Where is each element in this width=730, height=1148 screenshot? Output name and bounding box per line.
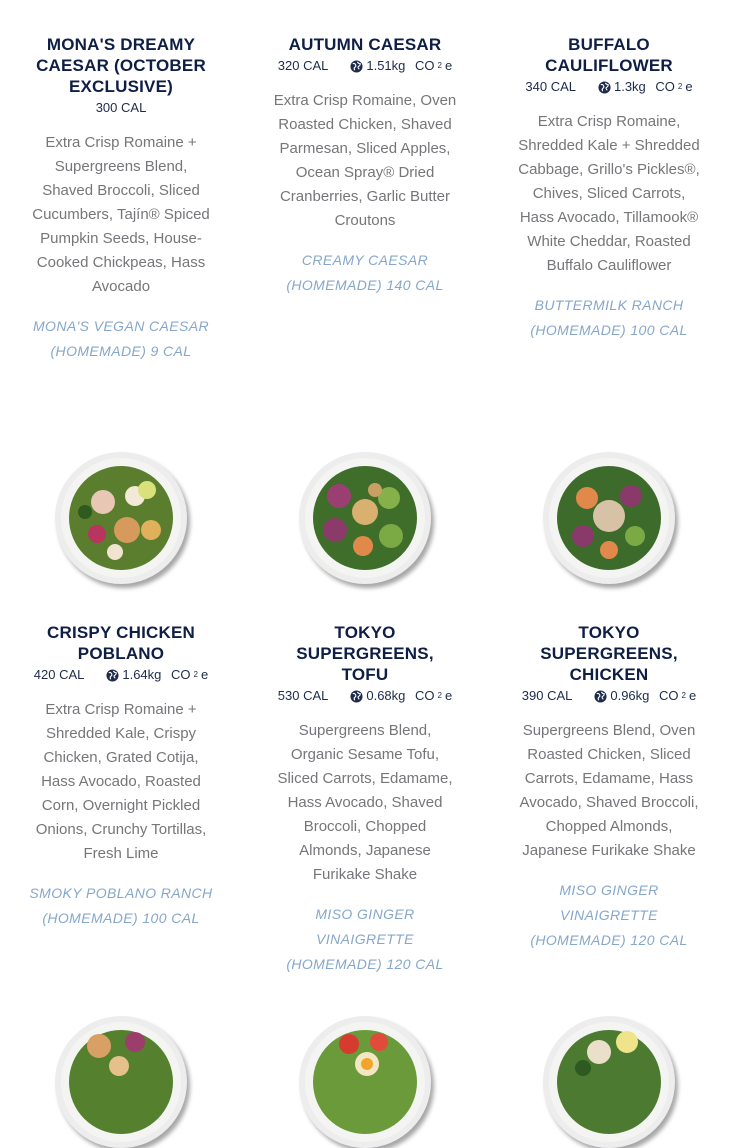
item-meta: [509, 687, 709, 705]
menu-card[interactable]: [509, 34, 709, 343]
calories: 420 CAL: [33, 667, 85, 682]
dressing: MISO GINGER VINAIGRETTE (HOMEMADE) 120 CAL: [530, 882, 688, 948]
dressing: CREAMY CAESAR (HOMEMADE) 140 CAL: [286, 252, 444, 293]
co2-footprint: 1.51kg CO 2 e: [350, 57, 452, 75]
item-name: MONA'S DREAMY CAESAR (OCTOBER EXCLUSIVE): [36, 35, 206, 96]
item-meta: [21, 666, 221, 684]
salad-bowl-icon[interactable]: [299, 1016, 431, 1148]
calories: 340 CAL: [525, 79, 576, 94]
menu-card[interactable]: [265, 622, 465, 977]
salad-bowl-icon[interactable]: [55, 452, 187, 584]
salad-bowl-icon[interactable]: [55, 1016, 187, 1148]
salad-bowl-icon[interactable]: [543, 1016, 675, 1148]
calories: 390 CAL: [521, 688, 573, 703]
co2-footprint: 0.96kg CO 2 e: [594, 687, 696, 705]
item-name: TOKYO SUPERGREENS, TOFU: [296, 623, 434, 684]
ingredients: Extra Crisp Romaine + Supergreens Blend, Shaved Broccoli, Sliced Cucumbers, Tajín® Spiced Pumpkin Seeds, House-Cooked Chickpeas, Hass Avocado: [32, 134, 210, 295]
globe-icon: [598, 81, 611, 94]
menu-card[interactable]: [21, 34, 221, 364]
co2-footprint: 1.3kg CO 2 e: [598, 78, 693, 96]
globe-icon: [106, 669, 119, 682]
ingredients: Extra Crisp Romaine + Shredded Kale, Crispy Chicken, Grated Cotija, Hass Avocado, Roasted Corn, Overnight Pickled Onions, Crunchy Tortillas, Fresh Lime: [35, 701, 207, 862]
item-meta: [509, 78, 709, 96]
calories: 300 CAL: [95, 100, 147, 115]
ingredients: Extra Crisp Romaine, Shredded Kale + Shredded Cabbage, Grillo's Pickles®, Chives, Sliced Carrots, Hass Avocado, Tillamook® White Cheddar, Roasted Buffalo Cauliflower: [518, 113, 700, 274]
item-name: TOKYO SUPERGREENS, CHICKEN: [540, 623, 678, 684]
globe-icon: [594, 690, 607, 703]
calories: 530 CAL: [277, 688, 329, 703]
co2-footprint: 1.64kg CO 2 e: [106, 666, 208, 684]
globe-icon: [350, 690, 363, 703]
item-meta: [21, 99, 221, 117]
dressing: MISO GINGER VINAIGRETTE (HOMEMADE) 120 CAL: [286, 906, 444, 972]
item-name: AUTUMN CAESAR: [288, 35, 442, 54]
salad-bowl-icon[interactable]: [543, 452, 675, 584]
salad-bowl-icon[interactable]: [299, 452, 431, 584]
item-meta: [265, 687, 465, 705]
ingredients: Supergreens Blend, Oven Roasted Chicken, Sliced Carrots, Edamame, Hass Avocado, Shaved Broccoli, Chopped Almonds, Japanese Furikake Shake: [519, 722, 699, 859]
menu-card[interactable]: [509, 622, 709, 953]
ingredients: Extra Crisp Romaine, Oven Roasted Chicken, Shaved Parmesan, Sliced Apples, Ocean Spray® Dried Cranberries, Garlic Butter Croutons: [273, 92, 457, 229]
item-name: BUFFALO CAULIFLOWER: [545, 35, 673, 75]
dressing: MONA'S VEGAN CAESAR (HOMEMADE) 9 CAL: [33, 318, 209, 359]
item-name: CRISPY CHICKEN POBLANO: [47, 623, 195, 663]
globe-icon: [350, 60, 363, 73]
dressing: SMOKY POBLANO RANCH (HOMEMADE) 100 CAL: [29, 885, 213, 926]
co2-footprint: 0.68kg CO 2 e: [350, 687, 452, 705]
menu-card[interactable]: [21, 622, 221, 931]
item-meta: [265, 57, 465, 75]
ingredients: Supergreens Blend, Organic Sesame Tofu, Sliced Carrots, Edamame, Hass Avocado, Shaved Broccoli, Chopped Almonds, Japanese Furikake Shake: [277, 722, 453, 883]
menu-card[interactable]: [265, 34, 465, 298]
calories: 320 CAL: [277, 58, 329, 73]
dressing: BUTTERMILK RANCH (HOMEMADE) 100 CAL: [530, 297, 688, 338]
